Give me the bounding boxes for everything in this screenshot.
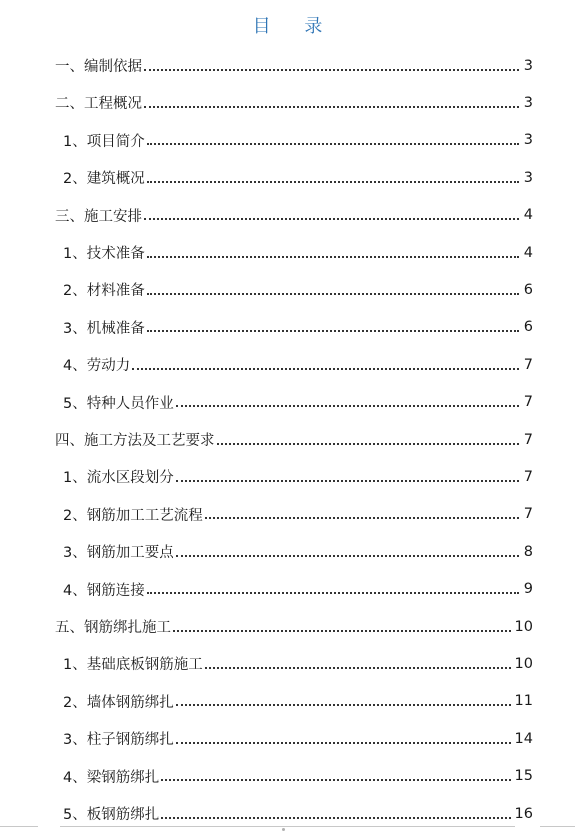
toc-entry-label: 3、钢筋加工要点	[63, 545, 174, 562]
toc-entry-page-number: 8	[523, 543, 533, 560]
toc-entry-label: 2、建筑概况	[63, 171, 145, 188]
toc-entry-page-number: 16	[514, 805, 533, 822]
toc-entry-page-number: 4	[523, 244, 533, 261]
toc-entry-page-number: 14	[514, 730, 533, 747]
toc-entry-label: 1、项目简介	[63, 133, 145, 150]
page-edge-marker-right	[540, 826, 575, 827]
toc-entry[interactable]	[63, 645, 533, 682]
toc-entry[interactable]	[63, 683, 533, 720]
toc-entry[interactable]	[63, 758, 533, 795]
toc-entry-label: 4、钢筋连接	[63, 582, 145, 599]
toc-dot-leader	[176, 732, 511, 746]
toc-entry-label: 二、工程概况	[55, 96, 142, 113]
toc-dot-leader	[147, 171, 519, 185]
toc-entry-page-number: 7	[523, 468, 533, 485]
toc-entry-page-number: 3	[523, 132, 533, 149]
page-center-mark	[282, 828, 285, 831]
toc-entry-label: 3、机械准备	[63, 320, 145, 337]
toc-dot-leader	[176, 395, 519, 409]
toc-entry-page-number: 6	[523, 281, 533, 298]
toc-entry[interactable]	[63, 571, 533, 608]
toc-dot-leader	[147, 283, 519, 297]
toc-entry-page-number: 7	[523, 431, 533, 448]
toc-entry-label: 四、施工方法及工艺要求	[55, 433, 215, 449]
toc-entry-page-number: 9	[523, 581, 533, 598]
toc-entry[interactable]	[55, 421, 533, 458]
toc-entry[interactable]	[63, 720, 533, 757]
toc-entry[interactable]	[63, 458, 533, 495]
toc-dot-leader	[205, 657, 511, 671]
toc-entry-page-number: 4	[523, 207, 533, 224]
toc-entry-page-number: 3	[523, 57, 533, 74]
page-edge-marker-left	[0, 826, 38, 827]
toc-entry[interactable]	[55, 197, 533, 234]
toc-dot-leader	[144, 208, 519, 222]
toc-entry[interactable]	[55, 608, 533, 645]
toc-entry-page-number: 7	[523, 356, 533, 373]
toc-entry-label: 5、板钢筋绑扎	[63, 807, 160, 823]
toc-entry-label: 2、材料准备	[63, 283, 145, 300]
toc-dot-leader	[147, 320, 519, 334]
page-edge-line	[60, 826, 515, 827]
toc-entry-label: 1、基础底板钢筋施工	[63, 657, 203, 674]
toc-title: 目 录	[252, 16, 337, 37]
toc-entry-label: 5、特种人员作业	[63, 395, 174, 412]
toc-entry-label: 一、编制依据	[55, 59, 142, 75]
toc-entry[interactable]	[63, 122, 533, 159]
toc-entry-page-number: 10	[514, 618, 533, 635]
toc-entry[interactable]	[63, 309, 533, 346]
toc-entry[interactable]	[63, 496, 533, 533]
toc-entry[interactable]	[63, 234, 533, 271]
toc-entry-label: 1、技术准备	[63, 246, 145, 262]
toc-dot-leader	[144, 96, 519, 110]
toc-dot-leader	[161, 807, 510, 821]
toc-entry-page-number: 10	[514, 655, 533, 672]
toc-dot-leader	[147, 246, 519, 260]
toc-entry[interactable]	[63, 346, 533, 383]
toc-entry-label: 三、施工安排	[55, 208, 142, 225]
toc-dot-leader	[176, 694, 511, 708]
toc-entry[interactable]	[63, 271, 533, 308]
toc-dot-leader	[176, 545, 519, 559]
toc-entry-label: 2、墙体钢筋绑扎	[63, 694, 174, 711]
toc-entry-label: 五、钢筋绑扎施工	[55, 620, 171, 636]
toc-dot-leader	[147, 133, 519, 147]
toc-dot-leader	[147, 582, 519, 596]
toc-dot-leader	[161, 769, 510, 783]
toc-dot-leader	[144, 59, 519, 73]
toc-entry-page-number: 6	[523, 319, 533, 336]
toc-entry-page-number: 3	[523, 94, 533, 111]
toc-entry[interactable]	[55, 84, 533, 121]
toc-dot-leader	[205, 507, 519, 521]
toc-entry[interactable]	[55, 47, 533, 84]
toc-entry-page-number: 3	[523, 169, 533, 186]
toc-dot-leader	[173, 620, 511, 634]
toc-dot-leader	[176, 470, 519, 484]
toc-entry-page-number: 11	[514, 693, 533, 710]
toc-entry-page-number: 7	[523, 394, 533, 411]
toc-entry-page-number: 15	[514, 768, 533, 785]
toc-entry-label: 1、流水区段划分	[63, 470, 174, 487]
toc-entry-label: 3、柱子钢筋绑扎	[63, 732, 174, 749]
toc-dot-leader	[132, 358, 519, 372]
toc-entry[interactable]	[63, 384, 533, 421]
toc-entry-label: 2、钢筋加工工艺流程	[63, 507, 203, 524]
toc-entry-page-number: 7	[523, 506, 533, 523]
toc-entry-label: 4、劳动力	[63, 358, 131, 375]
toc-entry[interactable]	[63, 159, 533, 196]
toc-dot-leader	[217, 433, 520, 447]
toc-entry-label: 4、梁钢筋绑扎	[63, 769, 160, 786]
toc-entry[interactable]	[63, 533, 533, 570]
